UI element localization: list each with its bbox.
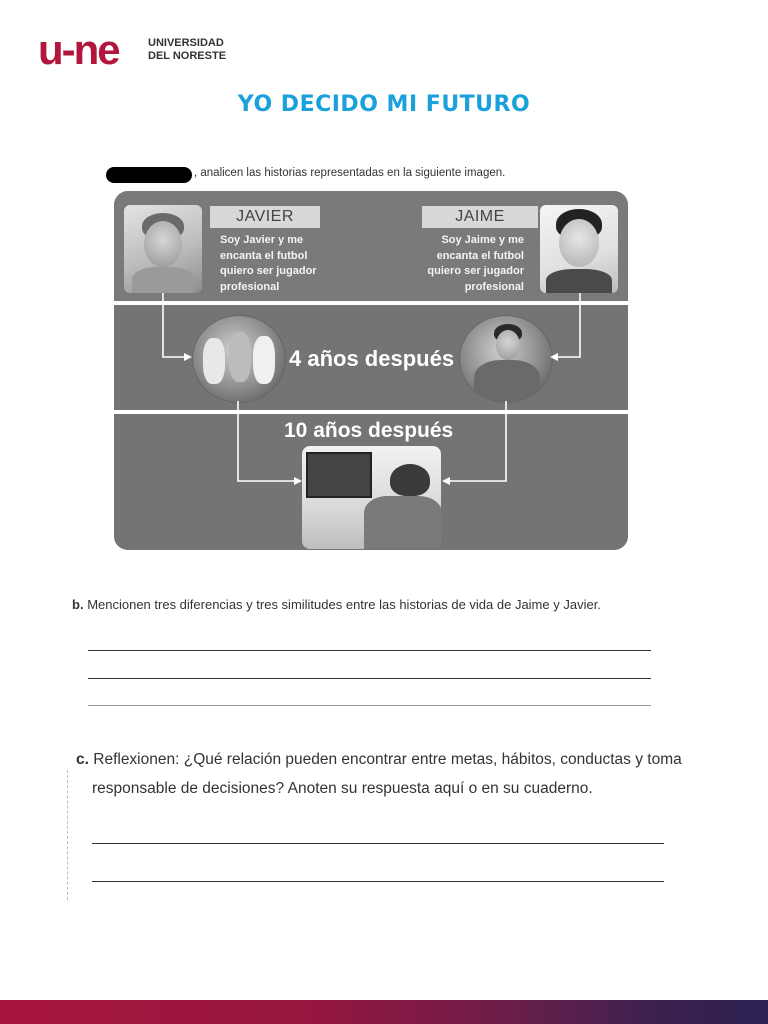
university-logo <box>38 28 228 72</box>
margin-guide <box>67 770 68 900</box>
intro-text: , analicen las historias representadas en la siguiente imagen. <box>194 167 506 179</box>
jaime-story-line: Soy Jaime y me <box>441 234 524 246</box>
page-title: YO DECIDO MI FUTURO <box>237 92 531 117</box>
answer-line-c-2[interactable] <box>92 881 664 882</box>
four-years-later-label: 4 años después <box>289 346 455 371</box>
javier-story-line: quiero ser jugador <box>220 265 317 277</box>
arrow-javier-to-4-years <box>163 293 188 357</box>
footer-gradient-bar <box>0 1000 768 1024</box>
ten-years-later-label: 10 años después <box>284 419 454 442</box>
story-flow-arrows <box>114 191 628 550</box>
answer-line-b-3[interactable] <box>88 705 651 706</box>
question-b-letter: b. <box>72 597 84 612</box>
javier-name-tab: JAVIER <box>210 206 320 228</box>
une-logo-mark: u-ne <box>38 26 119 73</box>
jaime-story-line: quiero ser jugador <box>427 265 524 277</box>
redacted-text <box>106 167 192 183</box>
arrow-videogame-to-10-years <box>446 401 506 481</box>
answer-line-b-2[interactable] <box>88 678 651 679</box>
answer-line-c-1[interactable] <box>92 843 664 844</box>
institution-line-2: DEL NORESTE <box>148 50 227 62</box>
institution-line-1: UNIVERSIDAD <box>148 37 224 49</box>
question-b-text: Mencionen tres diferencias y tres similitudes entre las historias de vida de Jaime y Javier. <box>87 597 601 612</box>
story-infographic <box>114 191 628 550</box>
question-c <box>76 745 682 803</box>
question-c-letter: c. <box>76 751 89 768</box>
question-b <box>72 597 601 612</box>
question-c-line-2: responsable de decisiones? Anoten su respuesta aquí o en su cuaderno. <box>92 780 593 797</box>
institution-name <box>148 37 226 63</box>
arrow-soccer-to-10-years <box>238 401 298 481</box>
javier-story-line: profesional <box>220 280 280 293</box>
arrow-jaime-to-4-years <box>554 293 580 357</box>
jaime-name-tab: JAIME <box>422 206 538 228</box>
answer-line-b-1[interactable] <box>88 650 651 651</box>
jaime-story-line: encanta el futbol <box>436 249 524 262</box>
question-c-line-1: Reflexionen: ¿Qué relación pueden encontrar entre metas, hábitos, conductas y toma <box>93 751 682 768</box>
javier-story-line: encanta el futbol <box>220 249 308 262</box>
javier-story-line: Soy Javier y me <box>220 234 304 246</box>
jaime-story-line: profesional <box>464 280 524 293</box>
